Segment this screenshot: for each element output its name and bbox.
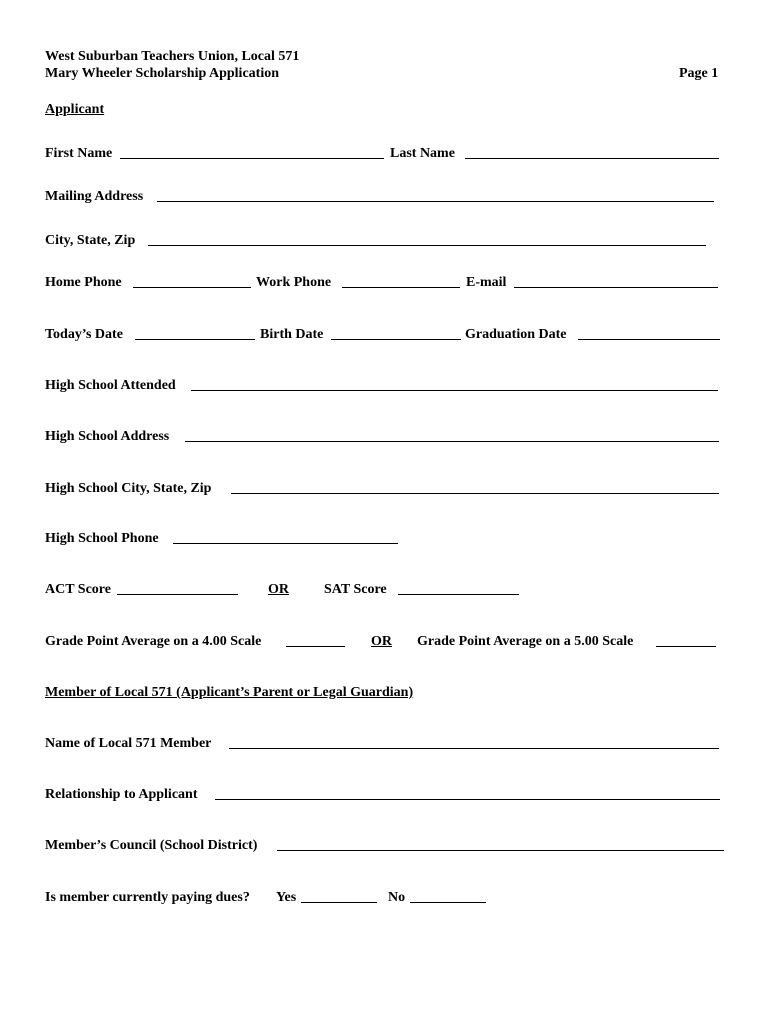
- birth-date-field[interactable]: [331, 339, 461, 340]
- dues-yes-field[interactable]: [301, 902, 377, 903]
- members-council-field[interactable]: [277, 850, 724, 851]
- work-phone-field[interactable]: [342, 287, 460, 288]
- last-name-field[interactable]: [465, 158, 719, 159]
- gpa-4-scale-field[interactable]: [286, 646, 345, 647]
- act-score-field[interactable]: [117, 594, 238, 595]
- last-name-label: Last Name: [390, 146, 455, 161]
- or-separator-gpa: OR: [371, 634, 392, 649]
- page-number: Page 1: [679, 66, 719, 81]
- or-separator-scores: OR: [268, 582, 289, 597]
- section-heading-member: Member of Local 571 (Applicant’s Parent or Legal Guardian): [45, 685, 414, 700]
- high-school-attended-field[interactable]: [191, 390, 718, 391]
- sat-score-field[interactable]: [398, 594, 519, 595]
- gpa-5-scale-label: Grade Point Average on a 5.00 Scale: [417, 634, 634, 649]
- email-label: E-mail: [466, 275, 507, 290]
- mailing-address-field[interactable]: [157, 201, 714, 202]
- first-name-label: First Name: [45, 146, 113, 161]
- first-name-field[interactable]: [120, 158, 384, 159]
- dues-yes-label: Yes: [276, 890, 297, 905]
- relationship-field[interactable]: [215, 799, 720, 800]
- dues-no-field[interactable]: [410, 902, 486, 903]
- city-state-zip-label: City, State, Zip: [45, 233, 136, 248]
- high-school-phone-field[interactable]: [173, 543, 398, 544]
- form-title: Mary Wheeler Scholarship Application: [45, 66, 279, 81]
- high-school-address-label: High School Address: [45, 429, 170, 444]
- email-field[interactable]: [514, 287, 718, 288]
- sat-score-label: SAT Score: [324, 582, 387, 597]
- birth-date-label: Birth Date: [260, 327, 324, 342]
- work-phone-label: Work Phone: [256, 275, 332, 290]
- high-school-attended-label: High School Attended: [45, 378, 176, 393]
- member-name-field[interactable]: [229, 748, 719, 749]
- graduation-date-label: Graduation Date: [465, 327, 567, 342]
- home-phone-field[interactable]: [133, 287, 251, 288]
- graduation-date-field[interactable]: [578, 339, 720, 340]
- organization-name: West Suburban Teachers Union, Local 571: [45, 49, 300, 64]
- high-school-address-field[interactable]: [185, 441, 719, 442]
- high-school-city-state-zip-label: High School City, State, Zip: [45, 481, 212, 496]
- act-score-label: ACT Score: [45, 582, 111, 597]
- paying-dues-question: Is member currently paying dues?: [45, 890, 250, 905]
- gpa-5-scale-field[interactable]: [656, 646, 716, 647]
- todays-date-label: Today’s Date: [45, 327, 123, 342]
- home-phone-label: Home Phone: [45, 275, 122, 290]
- dues-no-label: No: [388, 890, 406, 905]
- section-heading-applicant: Applicant: [45, 102, 105, 117]
- high-school-city-state-zip-field[interactable]: [231, 493, 719, 494]
- high-school-phone-label: High School Phone: [45, 531, 159, 546]
- city-state-zip-field[interactable]: [148, 245, 706, 246]
- member-name-label: Name of Local 571 Member: [45, 736, 212, 751]
- gpa-4-scale-label: Grade Point Average on a 4.00 Scale: [45, 634, 262, 649]
- relationship-label: Relationship to Applicant: [45, 787, 198, 802]
- todays-date-field[interactable]: [135, 339, 255, 340]
- members-council-label: Member’s Council (School District): [45, 838, 258, 853]
- mailing-address-label: Mailing Address: [45, 189, 144, 204]
